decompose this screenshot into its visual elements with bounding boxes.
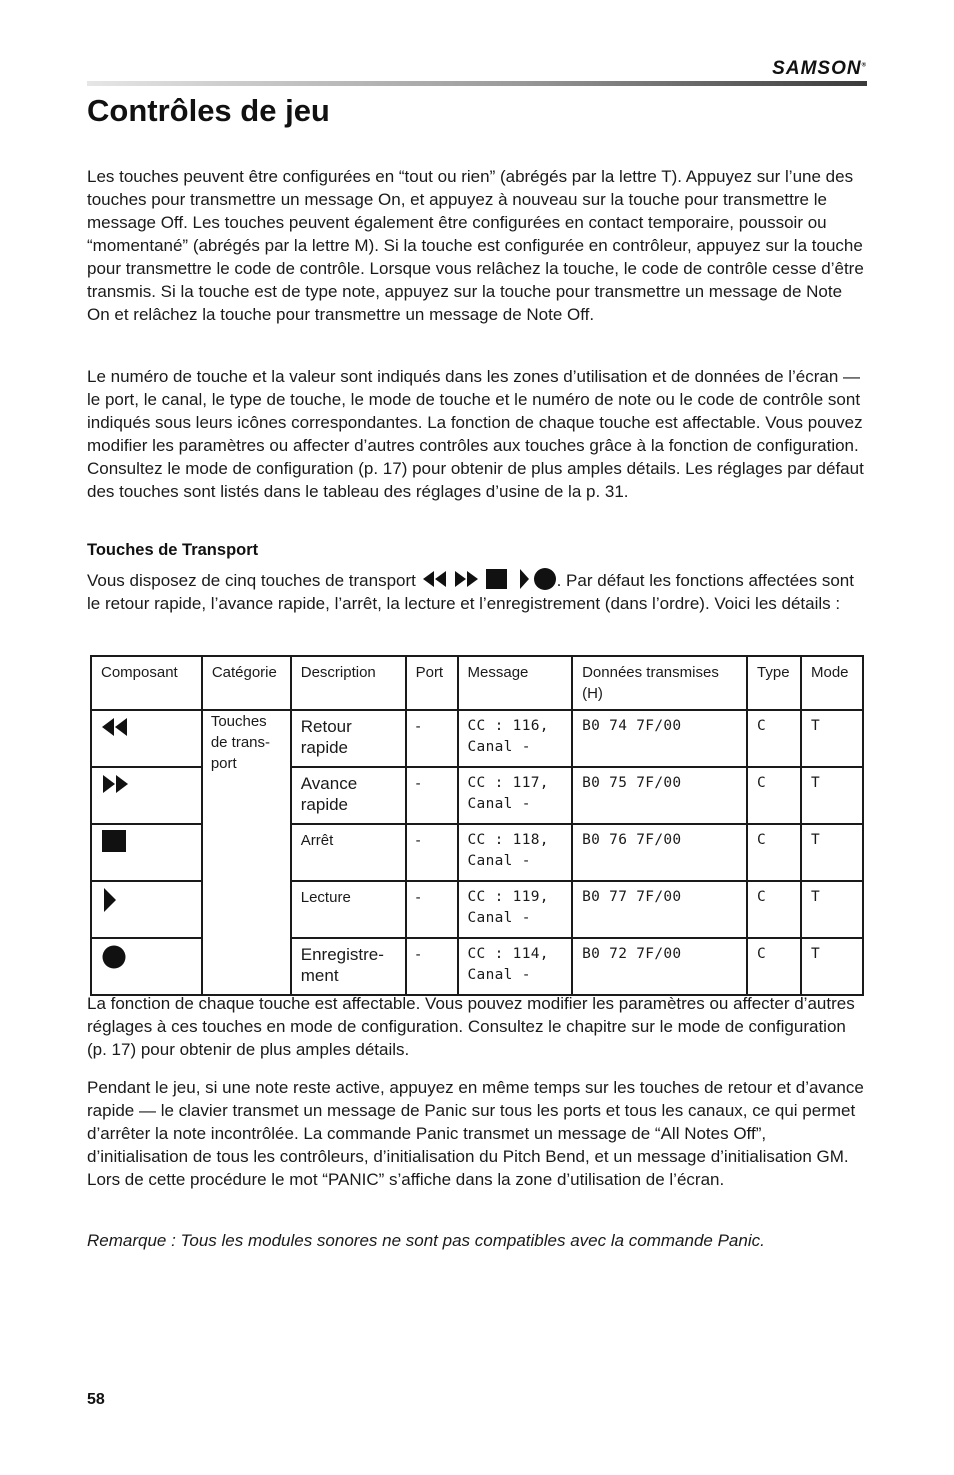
category-cell: Touches de trans- port xyxy=(202,710,291,995)
port-cell: - xyxy=(406,938,458,995)
paragraph-panic: Pendant le jeu, si une note reste active, appuyez en même temps sur les touches de retour et d’avance rapide — le clavier transmet un message de Panic sur tous les ports et tous les canaux, ce qui permet d’arrêter la note incontrôlée. La commande Panic transmet un message de “All Notes Off”, d’initialisation de tous les contrôleurs, d’initialisation du Pitch Bend, et un message d’initialisation GM. Lors de cette procédure le mot “PANIC” s’affiche dans la zone d’utilisation de l’écran. xyxy=(87,1078,864,1189)
type-cell: C xyxy=(747,881,801,938)
data-cell: B0 76 7F/00 xyxy=(572,824,747,881)
data-cell: B0 77 7F/00 xyxy=(572,881,747,938)
description-cell: Avance rapide xyxy=(291,767,406,824)
message-cell: CC : 116, Canal - xyxy=(458,710,573,767)
page-number: 58 xyxy=(87,1391,105,1408)
type-cell: C xyxy=(747,824,801,881)
message-cell: CC : 118, Canal - xyxy=(458,824,573,881)
paragraph-display-info: Le numéro de touche et la valeur sont indiqués dans les zones d’utilisation et de données de l’écran — le port, le canal, le type de touche, le mode de touche et le numéro de note ou le code de contrôle sont indiqués sous leurs icônes correspondantes. La fonction de chaque touche est affectable. Vous pouvez modifier les paramètres ou affecter d’autres contrôles aux touches grâce à la fonction de configuration. Consultez le mode de configuration (p. 17) pour obtenir de plus amples détails. Les réglages par défaut des touches sont listés dans le tableau des réglages d’usine de la p. 31. xyxy=(87,367,864,501)
type-cell: C xyxy=(747,767,801,824)
transport-icons-inline xyxy=(421,567,557,591)
page-title: Contrôles de jeu xyxy=(87,93,330,128)
play-icon xyxy=(513,569,533,589)
component-cell xyxy=(91,881,202,938)
paragraph-assignable: La fonction de chaque touche est affectable. Vous pouvez modifier les paramètres ou affecter d’autres réglages à ces touches en mode de configuration. Consultez le chapitre sur le mode de configuration (p. 17) pour obtenir de plus amples détails. xyxy=(87,994,855,1059)
port-cell: - xyxy=(406,881,458,938)
fast-forward-icon xyxy=(449,569,481,589)
table-header-row xyxy=(91,656,863,710)
mode-cell: T xyxy=(801,767,863,824)
column-header: Données transmises (H) xyxy=(572,656,747,710)
rewind-icon xyxy=(421,569,449,589)
mode-cell: T xyxy=(801,710,863,767)
paragraph-transport-intro: Vous disposez de cinq touches de transport . Par défaut les fonctions affectées sont le retour rapide, l’avance rapide, l’arrêt, la lecture et l’enregistrement (dans l’ordre). Voici les détails : xyxy=(87,567,867,615)
column-header: Mode xyxy=(801,656,863,710)
remark-note: Remarque : Tous les modules sonores ne sont pas compatibles avec la commande Panic. xyxy=(87,1231,765,1250)
column-header: Type xyxy=(747,656,801,710)
description-cell: Retour rapide xyxy=(291,710,406,767)
port-cell: - xyxy=(406,710,458,767)
record-icon xyxy=(533,567,557,591)
column-header: Catégorie xyxy=(202,656,291,710)
port-cell: - xyxy=(406,824,458,881)
message-cell: CC : 114, Canal - xyxy=(458,938,573,995)
brand-logo: SAMSON® xyxy=(772,58,867,79)
stop-icon xyxy=(481,569,513,589)
port-cell: - xyxy=(406,767,458,824)
header-rule xyxy=(87,81,867,86)
mode-cell: T xyxy=(801,824,863,881)
component-cell xyxy=(91,710,202,767)
description-cell: Enregistre- ment xyxy=(291,938,406,995)
column-header: Description xyxy=(291,656,406,710)
component-cell xyxy=(91,767,202,824)
component-cell xyxy=(91,938,202,995)
column-header: Message xyxy=(458,656,573,710)
column-header: Port xyxy=(406,656,458,710)
description-cell: Arrêt xyxy=(291,824,406,881)
data-cell: B0 72 7F/00 xyxy=(572,938,747,995)
fast-forward-icon xyxy=(101,773,129,795)
column-header: Composant xyxy=(91,656,202,710)
mode-cell: T xyxy=(801,938,863,995)
transport-keys-table xyxy=(90,655,864,996)
message-cell: CC : 117, Canal - xyxy=(458,767,573,824)
description-cell: Lecture xyxy=(291,881,406,938)
rewind-icon xyxy=(101,716,129,738)
paragraph-intro: Les touches peuvent être configurées en “tout ou rien” (abrégés par la lettre T). Appuyez sur l’une des touches pour transmettre un message On, et appuyez à nouveau sur la touche pour transmettre le message Off. Les touches peuvent également être configurées en contact temporaire, poussoir ou “momentané” (abrégés par la lettre M). Si la touche est configurée en contrôleur, appuyez sur la touche pour transmettre le code de contrôle. Lorsque vous relâchez la touche, le code de contrôle cesse d’être transmis. Si la touche est de type note, appuyez sur la touche pour transmettre un message de Note On et relâchez la touche pour transmettre un message de Note Off. xyxy=(87,167,864,324)
play-icon xyxy=(101,887,127,913)
message-cell: CC : 119, Canal - xyxy=(458,881,573,938)
table-row xyxy=(91,710,863,767)
data-cell: B0 74 7F/00 xyxy=(572,710,747,767)
mode-cell: T xyxy=(801,881,863,938)
stop-icon xyxy=(101,830,127,852)
record-icon xyxy=(101,944,127,970)
type-cell: C xyxy=(747,938,801,995)
type-cell: C xyxy=(747,710,801,767)
component-cell xyxy=(91,824,202,881)
section-heading-transport: Touches de Transport xyxy=(87,541,259,559)
data-cell: B0 75 7F/00 xyxy=(572,767,747,824)
